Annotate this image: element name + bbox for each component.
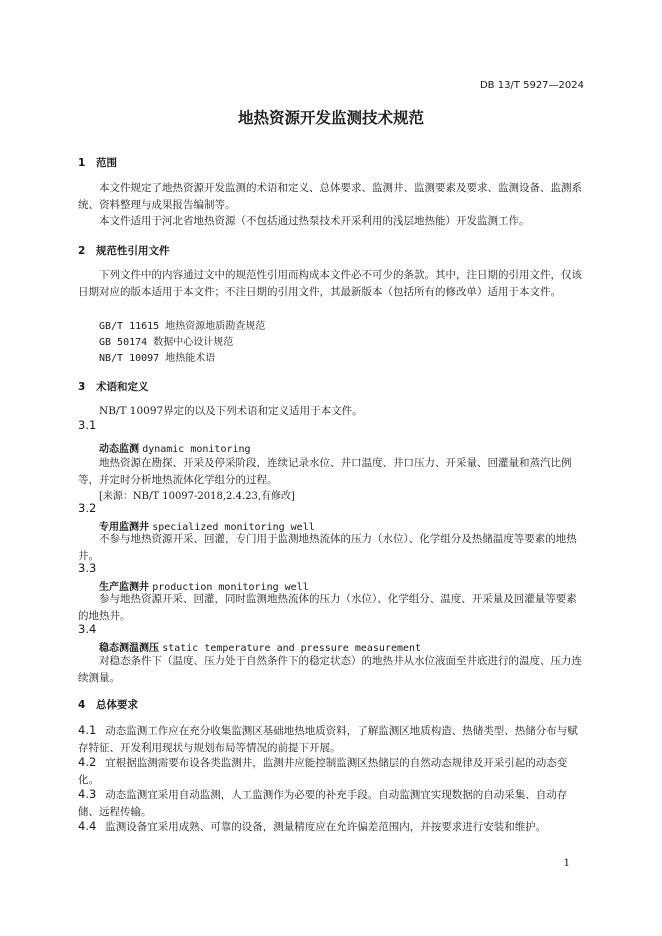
term-english: static temperature and pressure measurement [162, 643, 422, 654]
reference-item [99, 317, 265, 332]
section-heading-general-requirements [78, 697, 138, 712]
reference-name: 数据中心设计规范 [153, 337, 234, 348]
clause-number: 4.2 [78, 755, 97, 769]
section-heading-terms [78, 379, 149, 394]
clause-text: 动态监测工作应在充分收集监测区基础地热地质资料，了解监测区地质构造、热储类型、热储分布与赋存特征、开发利用现状与规划布局等情况的前提下开展。 [78, 725, 578, 754]
term-heading [99, 639, 421, 654]
reference-code: GB 50174 [99, 337, 148, 348]
section-title: 术语和定义 [96, 381, 149, 393]
section-title: 规范性引用文件 [96, 245, 170, 257]
reference-item [99, 333, 233, 348]
term-english: dynamic monitoring [142, 444, 251, 455]
reference-name: 地热资源地质勘查规范 [165, 321, 266, 332]
term-heading [99, 440, 251, 455]
term-chinese: 动态监测 [99, 444, 139, 455]
section-heading-normative-references [78, 243, 170, 258]
term-definition: 参与地热资源开采、回灌，同时监测地热流体的压力（水位）、化学组分、温度、开采量及回灌量等要素的地热井。 [78, 593, 577, 622]
reference-code: GB/T 11615 [99, 321, 160, 332]
section-title: 范围 [96, 157, 117, 169]
paragraph: 本文件适用于河北省地热资源（不包括通过热泵技术开采利用的浅层地热能）开发监测工作。 [99, 215, 530, 227]
reference-item [99, 349, 215, 364]
term-definition: 地热资源在勘探、开采及停采阶段，连续记录水位、井口温度、井口压力、开采量、回灌量和蒸汽比例等，并定时分析地热流体化学组分的过程。 [78, 457, 572, 486]
clause-number: 4.3 [78, 787, 97, 801]
page-number: 1 [563, 858, 570, 869]
section-number: 2 [78, 245, 86, 257]
clause-text: 宜根据监测需要布设各类监测井，监测井应能控制监测区热储层的自然动态规律及开采引起的动态变化。 [78, 757, 568, 786]
section-title: 总体要求 [96, 699, 138, 711]
clause-number: 4.4 [78, 819, 97, 833]
term-source: [来源：NB/T 10097-2018,2.4.23,有修改] [99, 491, 295, 502]
term-chinese: 生产监测井 [99, 582, 149, 593]
document-id: DB 13/T 5927—2024 [479, 80, 584, 91]
clause [78, 754, 586, 788]
term-number: 3.2 [78, 501, 97, 515]
clause-text: 动态监测宜采用自动监测，人工监测作为必要的补充手段。自动监测宜实现数据的自动采集、自动存储、远程传输。 [78, 789, 568, 818]
term-number: 3.3 [78, 561, 97, 575]
section-number: 4 [78, 699, 86, 711]
paragraph: 本文件规定了地热资源开发监测的术语和定义、总体要求、监测井、监测要素及要求、监测设备、监测系统、资料整理与成果报告编制等。 [78, 182, 582, 211]
reference-code: NB/T 10097 [99, 353, 160, 364]
clause-text: 监测设备宜采用成熟、可靠的设备，测量精度应在允许偏差范围内，并按要求进行安装和维护。 [105, 821, 547, 833]
section-heading-scope [78, 155, 117, 170]
paragraph: 下列文件中的内容通过文中的规范性引用而构成本文件必不可少的条款。其中，注日期的引用文件，仅该日期对应的版本适用于本文件；不注日期的引用文件，其最新版本（包括所有的修改单）适用于本文件。 [78, 269, 582, 298]
reference-name: 地热能术语 [165, 353, 216, 364]
clause [78, 818, 586, 836]
clause [78, 722, 586, 756]
term-definition: 对稳态条件下（温度、压力处于自然条件下的稳定状态）的地热井从水位液面至井底进行的温度、压力连续测量。 [78, 655, 582, 684]
term-english: specialized monitoring well [152, 522, 315, 533]
clause [78, 786, 586, 820]
term-english: production monitoring well [152, 582, 309, 593]
section-number: 1 [78, 157, 86, 169]
section-number: 3 [78, 381, 86, 393]
document-title: 地热资源开发监测技术规范 [237, 109, 424, 127]
clause-number: 4.1 [78, 723, 97, 737]
term-definition: 不参与地热资源开采、回灌，专门用于监测地热流体的压力（水位）、化学组分及热储温度等要素的地热井。 [78, 533, 577, 562]
term-chinese: 稳态测温测压 [99, 643, 159, 654]
terms-intro: NB/T 10097界定的以及下列术语和定义适用于本文件。 [99, 405, 363, 417]
term-number: 3.4 [78, 622, 97, 636]
term-number: 3.1 [78, 418, 97, 432]
term-chinese: 专用监测井 [99, 522, 149, 533]
